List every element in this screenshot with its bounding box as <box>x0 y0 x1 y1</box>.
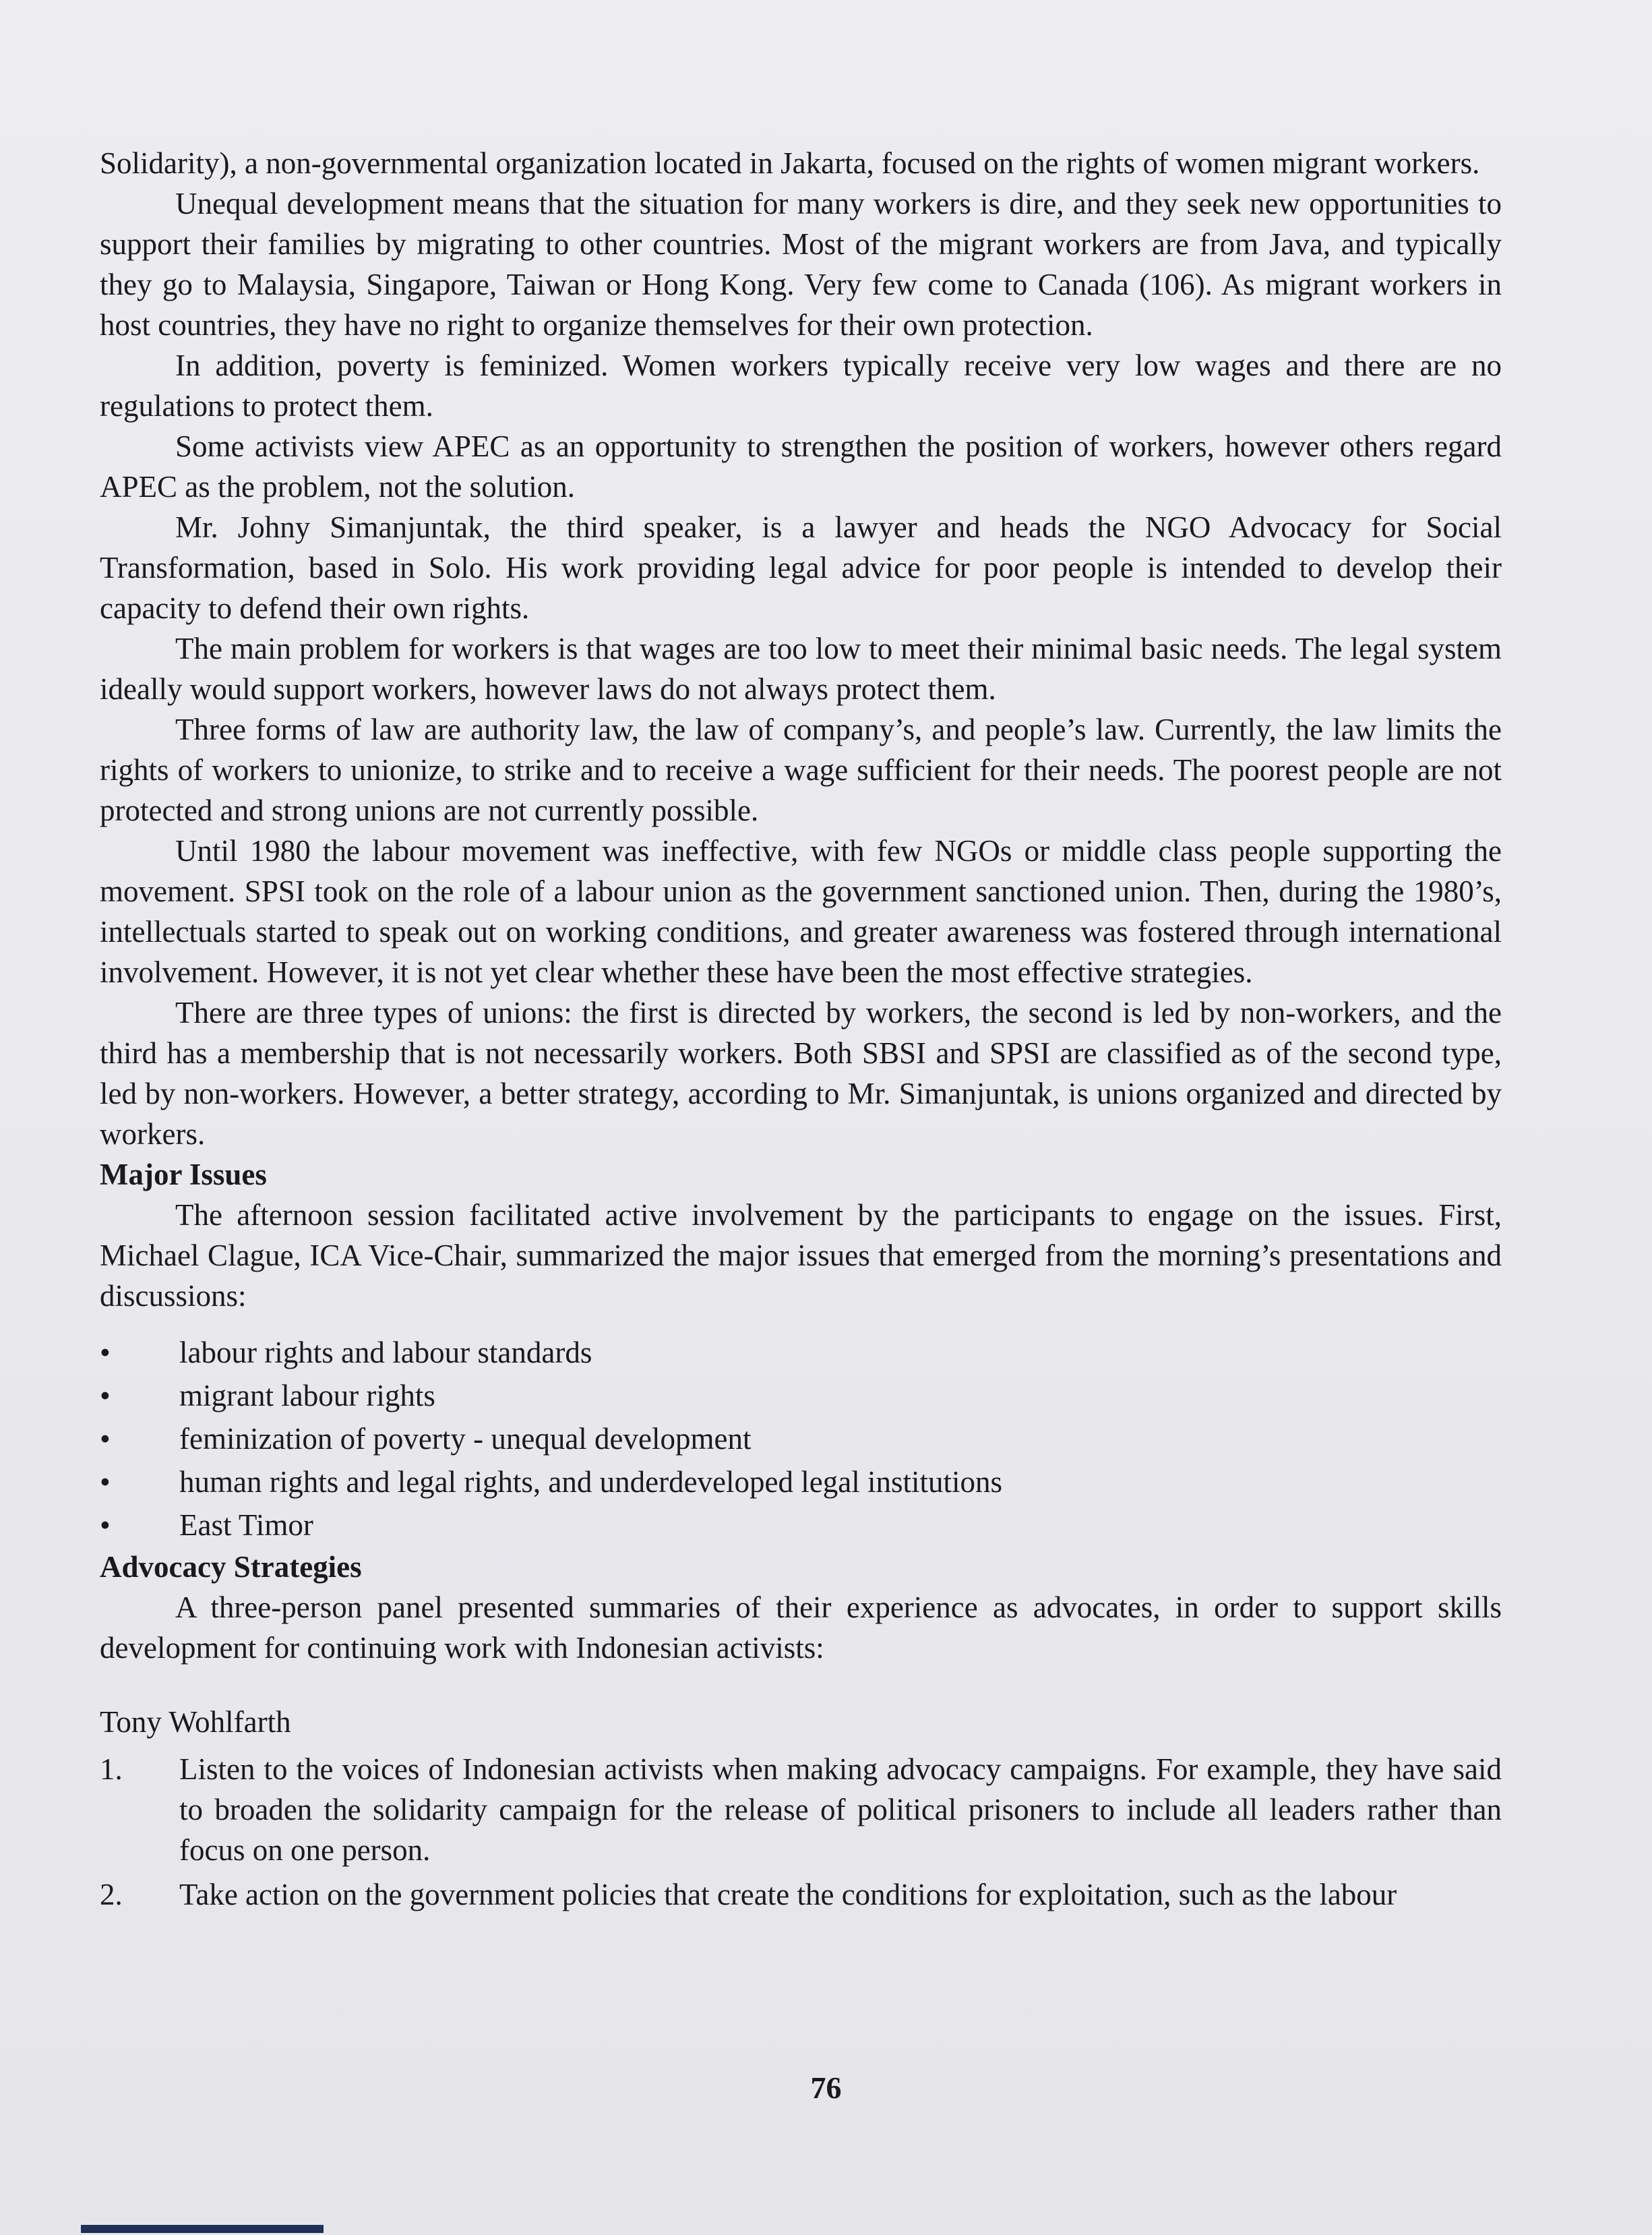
list-item: • East Timor <box>100 1503 1502 1547</box>
list-item-number: 2. <box>100 1878 123 1911</box>
list-item-text: Listen to the voices of Indonesian activists when making advocacy campaigns. For example, they have said to broaden the solidarity campaign for the release of political prisoners to include all leaders rather than focus on one person. <box>179 1752 1502 1867</box>
list-item: • labour rights and labour standards <box>100 1331 1502 1374</box>
speaker-name: Tony Wohlfarth <box>100 1705 291 1739</box>
list-item <box>100 1749 1502 1870</box>
list-item-number: 1. <box>100 1752 123 1786</box>
page-body <box>100 143 1502 1919</box>
paragraph-unequal-development: Unequal development means that the situation for many workers is dire, and they seek new opportunities to support their families by migrating to other countries. Most of the migrant workers are from Java, and typically they go to Malaysia, Singapore, Taiwan or Hong Kong. Very few come to Canada (106). As migrant workers in host countries, they have no right to organize themselves for their own protection. <box>100 187 1502 342</box>
paragraph-third-speaker: Mr. Johny Simanjuntak, the third speaker, is a lawyer and heads the NGO Advocacy for Social Transformation, based in Solo. His work providing legal advice for poor people is intended to develop their capacity to defend their own rights. <box>100 510 1502 625</box>
paragraph-continuation: Solidarity), a non-governmental organization located in Jakarta, focused on the rights of women migrant workers. <box>100 146 1480 180</box>
heading-advocacy-strategies: Advocacy Strategies <box>100 1550 362 1584</box>
paragraph-apec: Some activists view APEC as an opportunity to strengthen the position of workers, however others regard APEC as the problem, not the solution. <box>100 429 1502 504</box>
paragraph-poverty-feminized: In addition, poverty is feminized. Women workers typically receive very low wages and there are no regulations to protect them. <box>100 349 1502 423</box>
paragraph-major-issues-intro: The afternoon session facilitated active involvement by the participants to engage on the issues. First, Michael Clague, ICA Vice-Chair, summarized the major issues that emerged from the morning’s presentations and discussions: <box>100 1198 1502 1313</box>
advocacy-numbered-list <box>100 1749 1502 1915</box>
list-item: • feminization of poverty - unequal development <box>100 1417 1502 1460</box>
paragraph-types-of-unions: There are three types of unions: the first is directed by workers, the second is led by non-workers, and the third has a membership that is not necessarily workers. Both SBSI and SPSI are classified as of the second type, led by non-workers. However, a better strategy, according to Mr. Simanjuntak, is unions organized and directed by workers. <box>100 996 1502 1151</box>
paragraph-labour-movement: Until 1980 the labour movement was ineffective, with few NGOs or middle class people supporting the movement. SPSI took on the role of a labour union as the government sanctioned union. Then, during the 1980’s, intellectuals started to speak out on working conditions, and greater awareness was fostered through international involvement. However, it is not yet clear whether these have been the most effective strategies. <box>100 834 1502 989</box>
paragraph-advocacy-intro: A three-person panel presented summaries of their experience as advocates, in order to support skills development for continuing work with Indonesian activists: <box>100 1590 1502 1665</box>
list-item-text: Take action on the government policies that create the conditions for exploitation, such as the labour <box>179 1878 1397 1911</box>
list-item: • migrant labour rights <box>100 1374 1502 1417</box>
paragraph-forms-of-law: Three forms of law are authority law, the law of company’s, and people’s law. Currently, the law limits the rights of workers to unionize, to strike and to receive a wage sufficient for their needs. The poorest people are not protected and strong unions are not currently possible. <box>100 713 1502 827</box>
major-issues-list <box>100 1331 1502 1547</box>
list-item <box>100 1874 1502 1915</box>
heading-major-issues: Major Issues <box>100 1158 267 1191</box>
paragraph-main-problem: The main problem for workers is that wages are too low to meet their minimal basic needs. The legal system ideally would support workers, however laws do not always protect them. <box>100 632 1502 706</box>
bottom-edge-divider <box>81 2225 324 2233</box>
page-number: 76 <box>810 2070 842 2105</box>
list-item: • human rights and legal rights, and underdeveloped legal institutions <box>100 1460 1502 1503</box>
